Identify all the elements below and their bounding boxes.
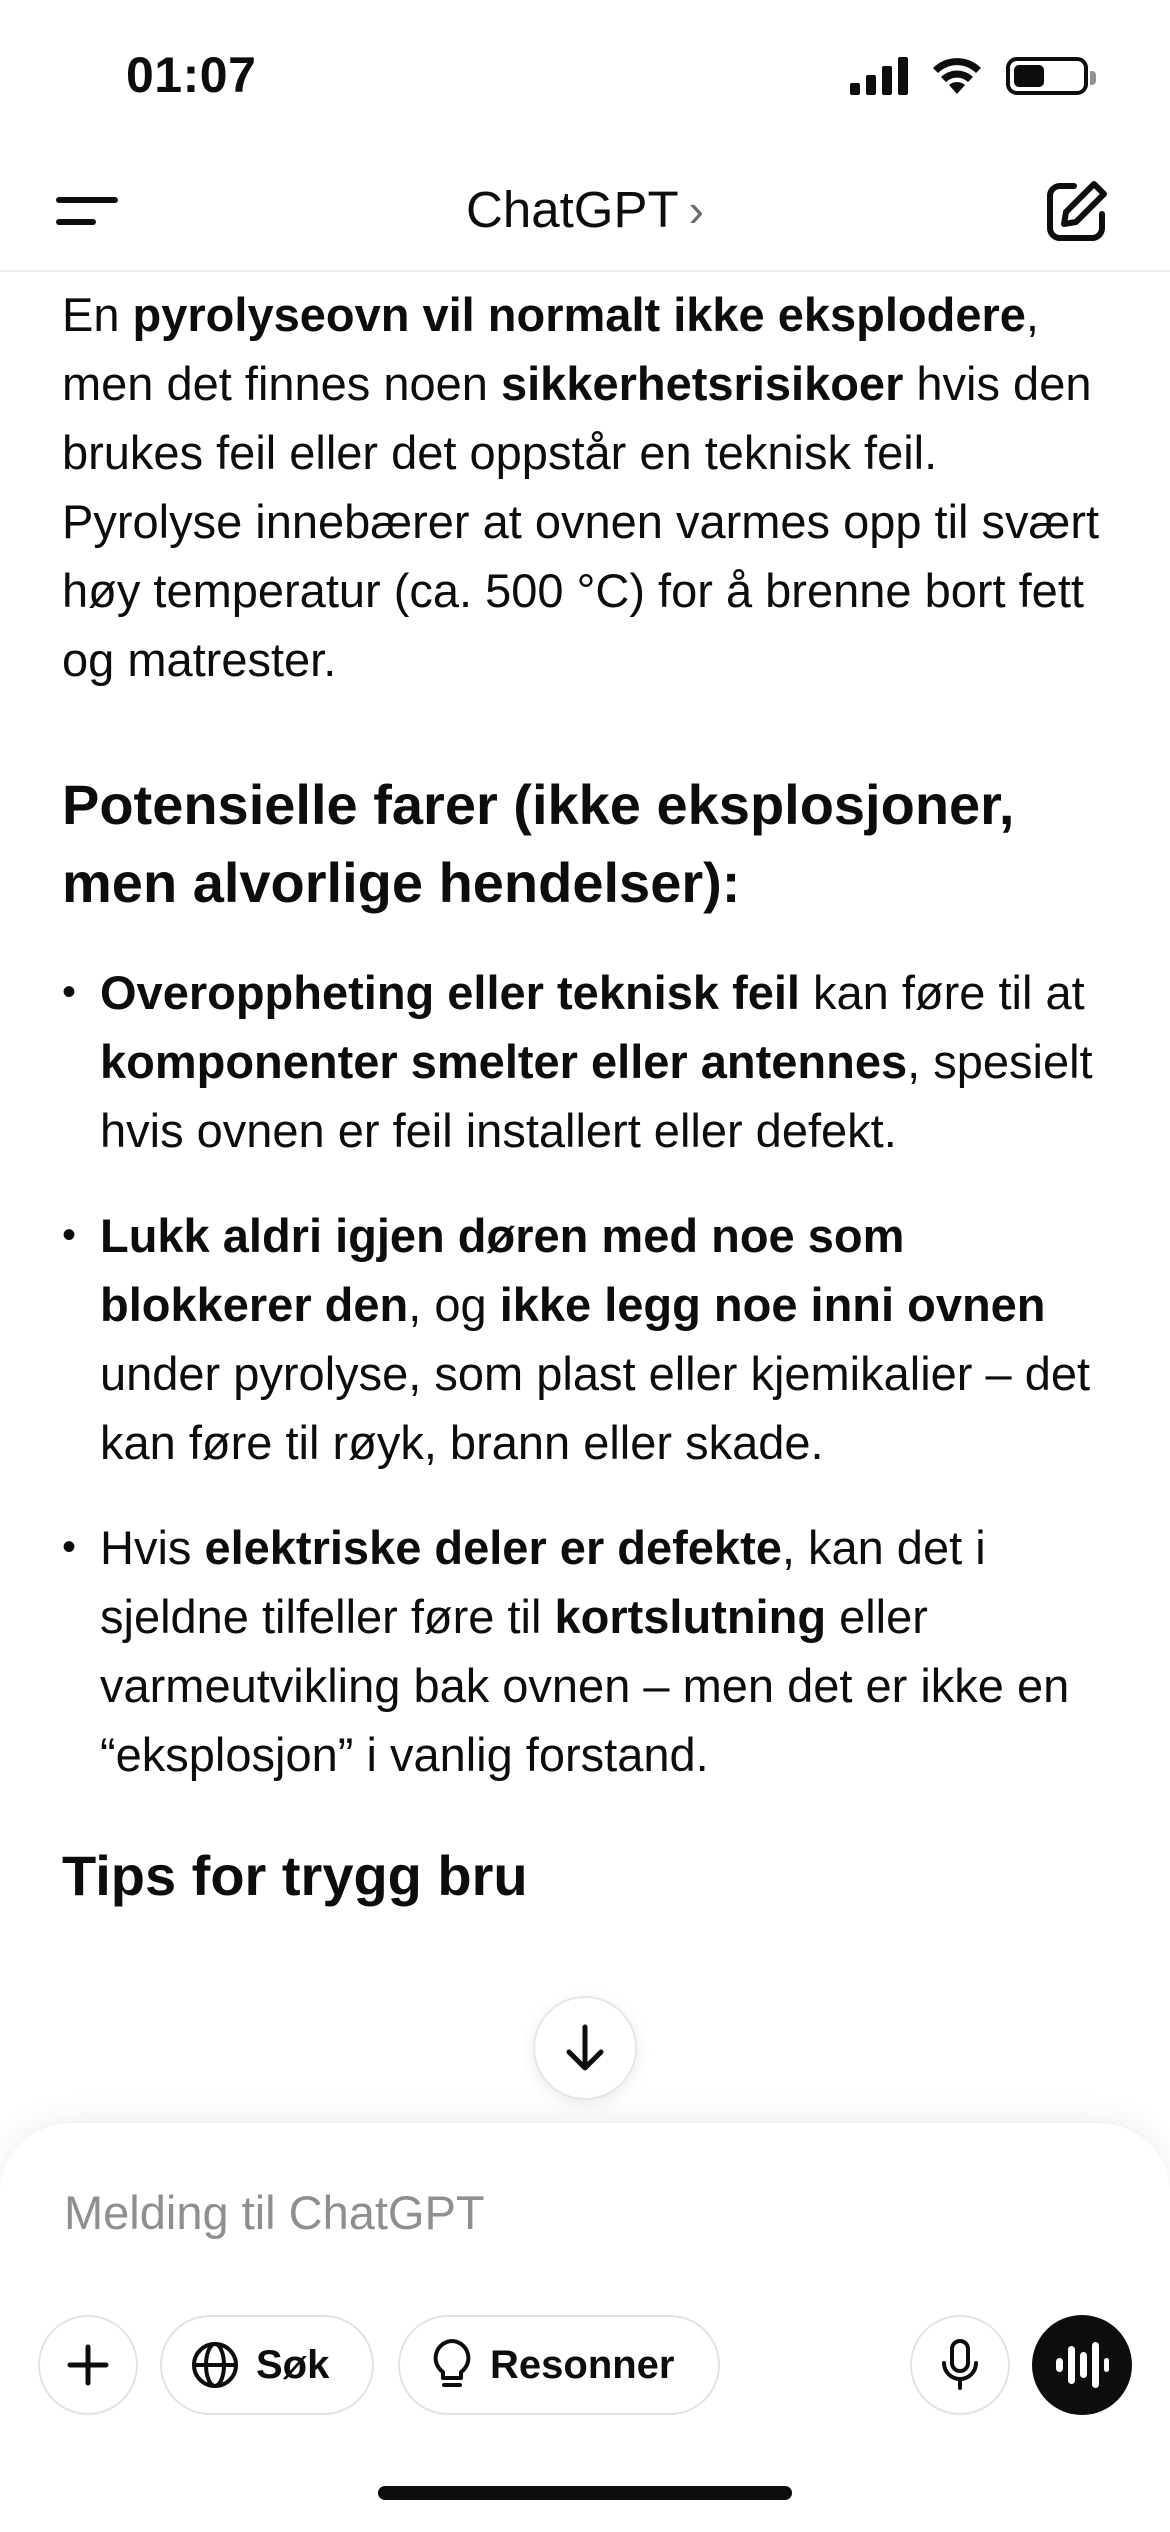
reason-button[interactable] — [398, 2315, 720, 2415]
wifi-icon — [930, 56, 984, 96]
text-run: eller varmeutvikling bak ovnen – men det er ikke en “eksplosjon” i vanlig forstand. — [100, 1590, 1070, 1781]
chevron-right-icon: › — [688, 183, 704, 236]
bullet-item — [62, 1513, 1112, 1789]
plus-icon — [66, 2343, 110, 2387]
scroll-to-bottom-button[interactable] — [533, 1996, 637, 2100]
message-input[interactable]: Melding til ChatGPT — [64, 2186, 485, 2239]
microphone-icon — [940, 2338, 980, 2392]
bold-text: ikke legg noe inni ovnen — [499, 1278, 1046, 1331]
attach-button[interactable] — [38, 2315, 138, 2415]
compose-icon — [1040, 176, 1112, 248]
text-run: , men det finnes noen — [62, 288, 1039, 410]
arrow-down-icon — [563, 2023, 607, 2073]
bold-text: komponenter smelter eller antennes — [100, 1035, 908, 1088]
bullet-item — [62, 1201, 1112, 1477]
text-run: under pyrolyse, som plast eller kjemikalier – det kan føre til røyk, brann eller skade. — [100, 1347, 1091, 1469]
voice-mode-button[interactable] — [1032, 2315, 1132, 2415]
assistant-message — [62, 280, 1112, 2060]
text-run: hvis den brukes feil eller det oppstår en teknisk feil. Pyrolyse innebærer at ovnen varmes opp til svært høy temperatur (ca. 500 °C) for å brenne bort fett og matrester. — [62, 357, 1100, 686]
globe-icon — [190, 2340, 240, 2390]
header-title: ChatGPT — [466, 181, 679, 238]
battery-level — [1014, 65, 1044, 87]
text-run: En — [62, 288, 133, 341]
text-run: , spesielt hvis ovnen er feil installert eller defekt. — [100, 1035, 1093, 1157]
text-run: , kan det i sjeldne tilfeller føre til — [100, 1521, 986, 1643]
cellular-signal-icon — [850, 57, 908, 95]
composer-toolbar — [38, 2315, 1132, 2419]
composer — [0, 2122, 1170, 2532]
status-bar — [0, 0, 1170, 150]
dictate-button[interactable] — [910, 2315, 1010, 2415]
search-button[interactable] — [160, 2315, 374, 2415]
voice-waveform-icon — [1054, 2340, 1110, 2390]
app-header — [0, 150, 1170, 272]
section-heading: Potensielle farer (ikke eksplosjoner, men alvorlige hendelser): — [62, 773, 1015, 914]
text-run: Hvis — [100, 1521, 205, 1574]
reason-label: Resonner — [490, 2342, 675, 2387]
bullet-item — [62, 958, 1112, 1165]
bold-text: sikkerhetsrisikoer — [500, 357, 904, 410]
model-selector[interactable] — [0, 180, 1170, 239]
text-run: , og — [408, 1278, 500, 1331]
battery-icon — [1006, 57, 1088, 95]
status-icons — [850, 56, 1088, 96]
status-time: 01:07 — [126, 47, 257, 103]
text-run: kan føre til at — [799, 966, 1085, 1019]
bold-text: Lukk aldri igjen døren med noe som blokkerer den — [100, 1209, 905, 1331]
lightbulb-icon — [432, 2338, 472, 2392]
bold-text: pyrolyseovn vil normalt ikke eksplodere — [132, 288, 1026, 341]
bold-text: elektriske deler er defekte — [204, 1521, 782, 1574]
home-indicator[interactable] — [378, 2486, 792, 2500]
bold-text: Overoppheting eller teknisk feil — [100, 966, 800, 1019]
search-label: Søk — [256, 2342, 330, 2387]
intro-paragraph — [62, 280, 1112, 694]
new-chat-button[interactable] — [1040, 176, 1112, 248]
bold-text: kortslutning — [554, 1590, 827, 1643]
section-heading-tips: Tips for trygg bru — [62, 1844, 528, 1907]
bullet-list — [62, 958, 1112, 1789]
